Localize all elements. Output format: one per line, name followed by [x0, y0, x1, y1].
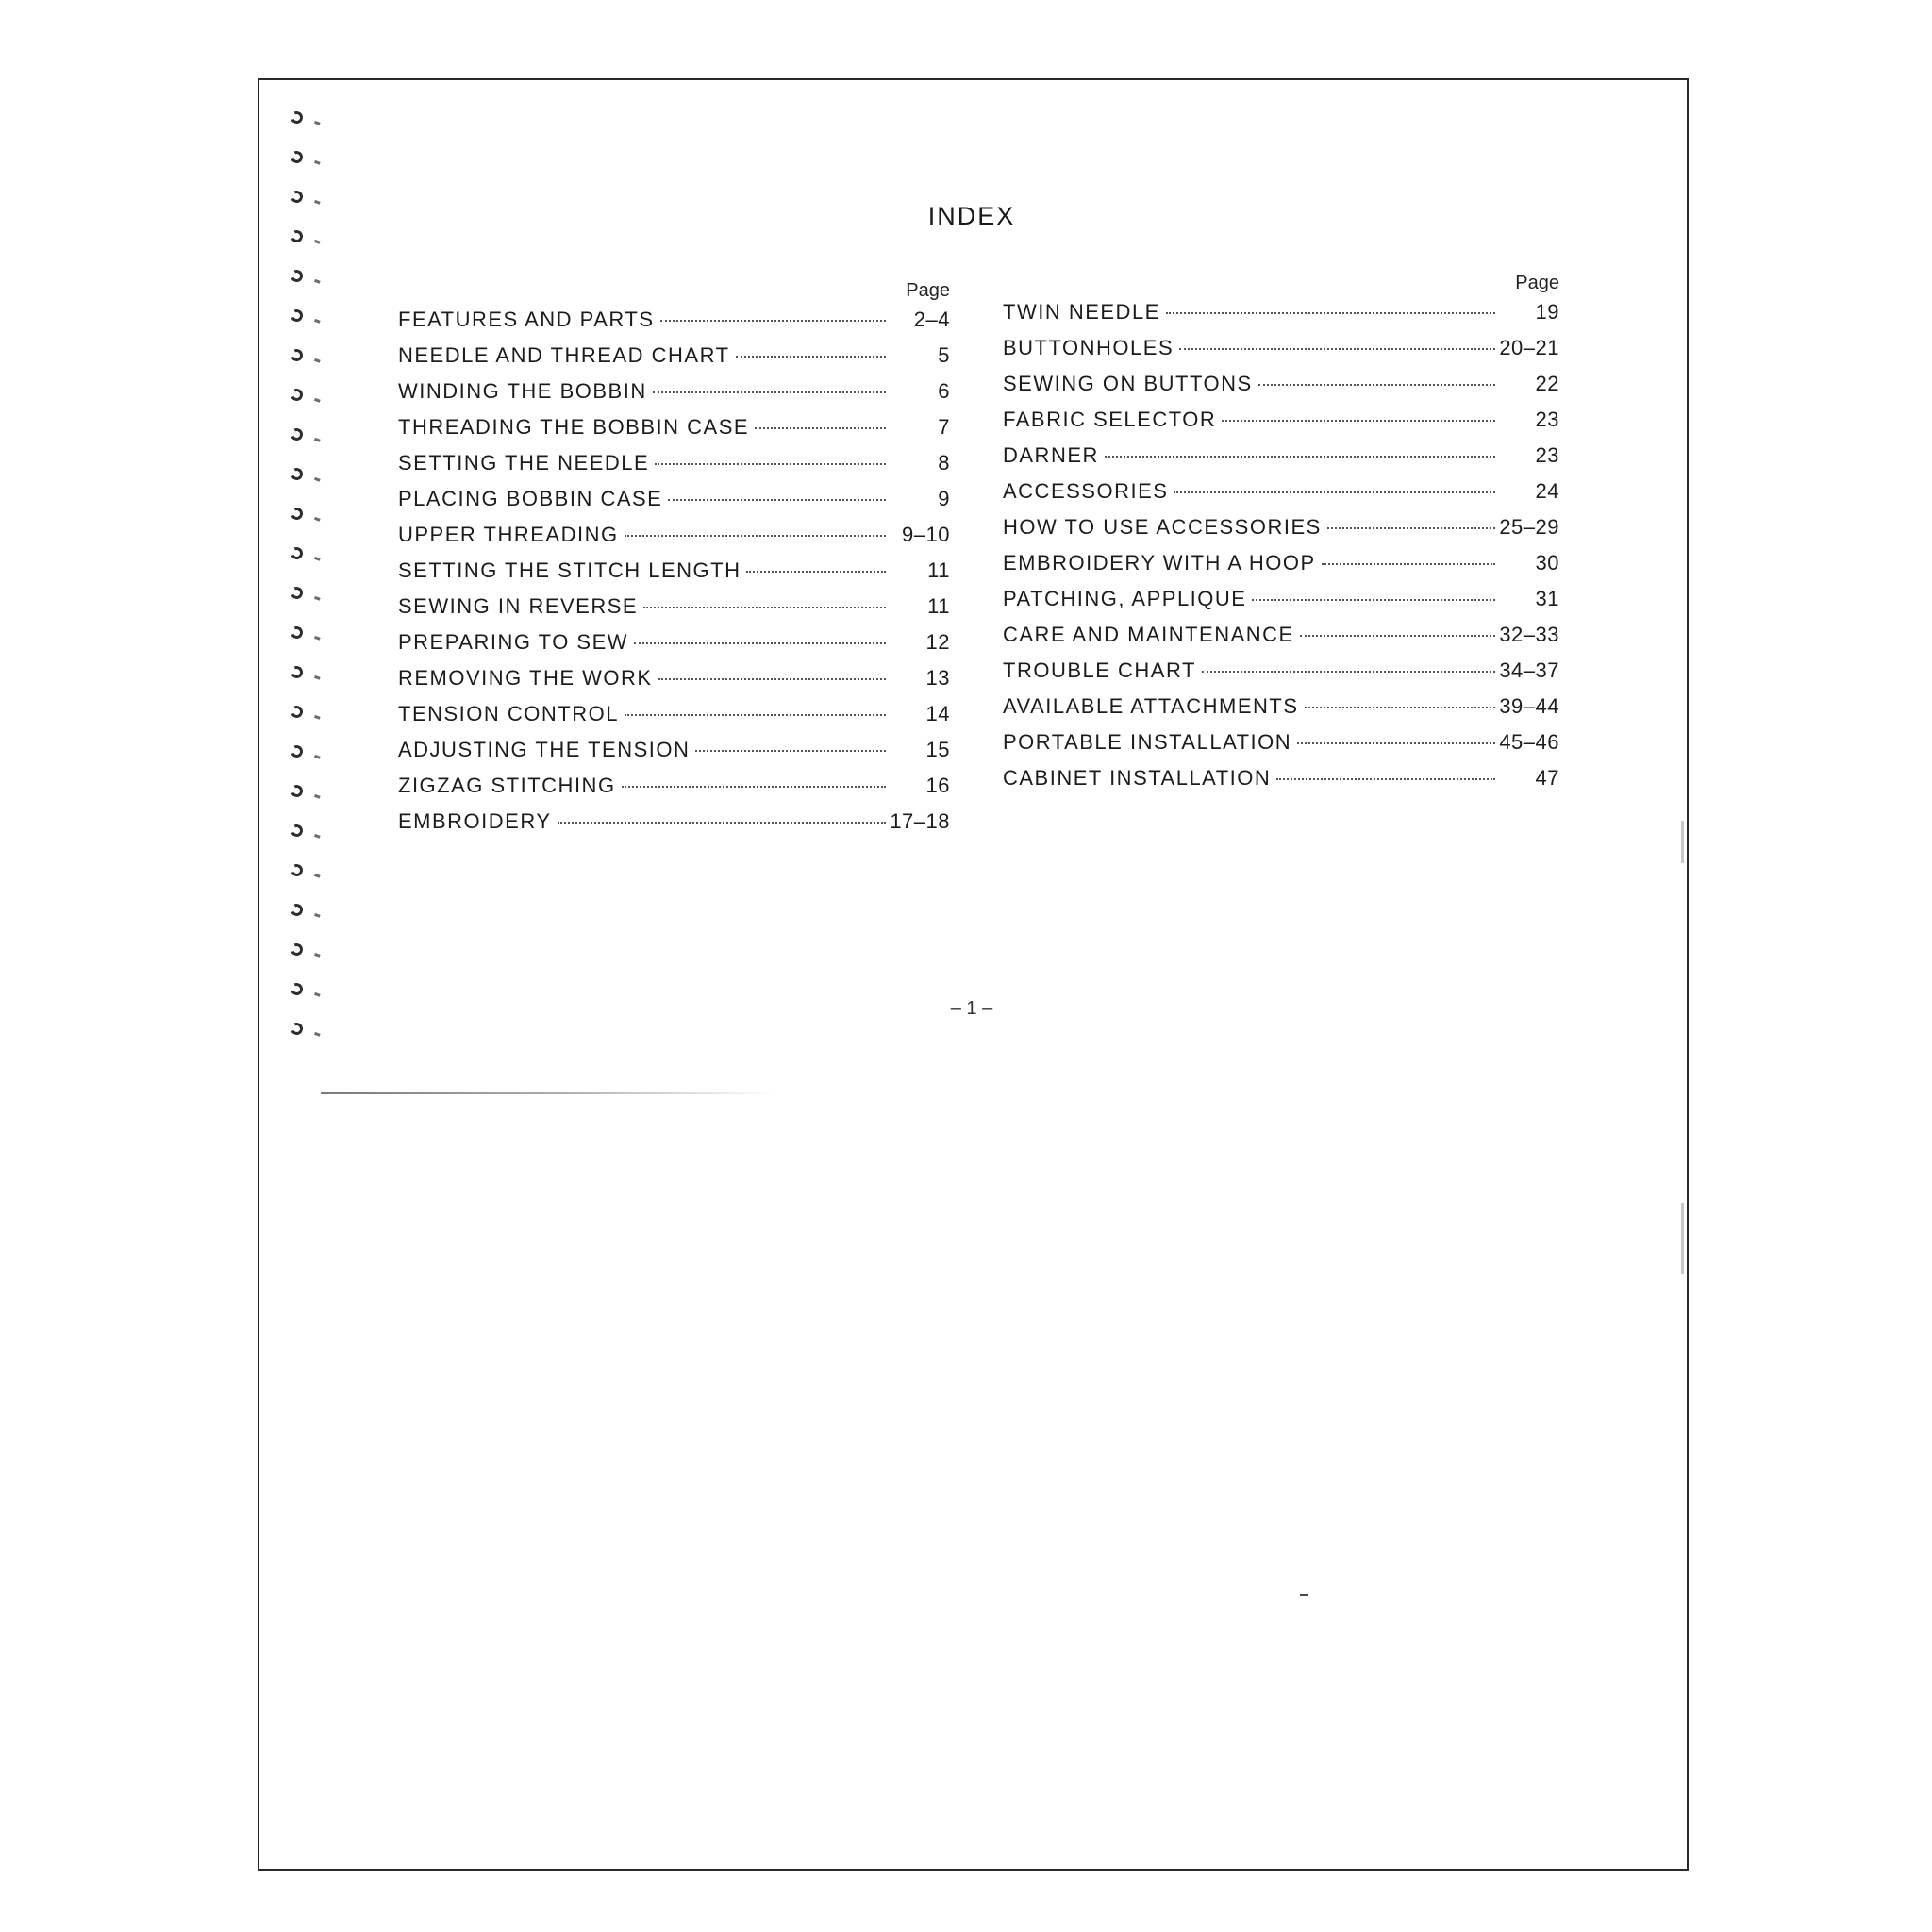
toc-entry-page: 30 — [1535, 551, 1559, 575]
toc-entry-page: 24 — [1535, 479, 1559, 503]
stray-mark — [1300, 1594, 1308, 1596]
toc-entry-label: SETTING THE NEEDLE — [398, 451, 650, 475]
binding-hole-icon — [289, 585, 305, 601]
binding-hole-icon — [289, 862, 305, 878]
toc-entry — [1003, 623, 1559, 658]
dot-leader — [755, 427, 886, 429]
toc-entry-label: SETTING THE STITCH LENGTH — [398, 558, 741, 582]
toc-entry — [398, 738, 950, 774]
dot-leader — [634, 642, 886, 644]
dot-leader — [660, 320, 887, 322]
binding-hole-icon — [289, 743, 305, 759]
binding-hole-icon — [289, 109, 305, 125]
edge-mark — [1681, 1203, 1684, 1274]
dot-leader — [1105, 456, 1495, 458]
binding-hole-icon — [289, 426, 305, 442]
dot-leader — [1179, 348, 1495, 350]
binding-hole-icon — [289, 308, 305, 324]
toc-entry-label: EMBROIDERY — [398, 809, 552, 833]
dot-leader — [1276, 778, 1495, 780]
toc-entry-label: SEWING IN REVERSE — [398, 594, 639, 618]
toc-entry-page: 2–4 — [913, 308, 950, 331]
binding-hole-icon — [289, 941, 305, 958]
dot-leader — [1202, 671, 1495, 673]
binding-hole-icon — [289, 347, 305, 363]
dot-leader — [1258, 384, 1495, 386]
toc-entry-page: 6 — [938, 379, 950, 403]
dot-leader — [1174, 491, 1495, 493]
binding-hole-icon — [289, 1021, 305, 1037]
toc-entry — [398, 451, 950, 487]
toc-entry-page: 22 — [1535, 372, 1559, 395]
toc-entry-page: 45–46 — [1499, 730, 1559, 754]
scan-artifact-line — [321, 1092, 774, 1094]
toc-entry — [1003, 658, 1559, 694]
toc-entry-page: 9 — [938, 487, 950, 510]
toc-entry-label: ZIGZAG STITCHING — [398, 774, 616, 797]
toc-entry-page: 31 — [1535, 587, 1559, 610]
toc-entry — [1003, 515, 1559, 551]
toc-entry — [1003, 766, 1559, 802]
toc-entry-label: CABINET INSTALLATION — [1003, 766, 1272, 790]
page-title: INDEX — [927, 202, 1016, 230]
binding-hole-icon — [289, 268, 305, 284]
binding-hole-icon — [289, 823, 305, 839]
toc-entry-label: HOW TO USE ACCESSORIES — [1003, 515, 1322, 539]
toc-entry-page: 19 — [1535, 300, 1559, 324]
toc-entry-label: WINDING THE BOBBIN — [398, 379, 647, 403]
binding-hole-icon — [289, 149, 305, 165]
toc-entry — [398, 379, 950, 415]
toc-entry-label: NEEDLE AND THREAD CHART — [398, 343, 730, 367]
binding-hole-icon — [289, 783, 305, 799]
dot-leader — [558, 822, 886, 824]
toc-entry — [398, 343, 950, 379]
toc-entry-page: 25–29 — [1499, 515, 1559, 539]
binding-hole-icon — [289, 506, 305, 522]
dot-leader — [625, 714, 886, 716]
toc-entry — [398, 630, 950, 666]
toc-entry — [1003, 408, 1559, 443]
toc-entry-page: 32–33 — [1499, 623, 1559, 646]
toc-entry-label: AVAILABLE ATTACHMENTS — [1003, 694, 1299, 718]
toc-entry — [398, 809, 950, 845]
page-column-heading: Page — [906, 280, 950, 301]
toc-entry-page: 23 — [1535, 408, 1559, 431]
edge-mark — [1681, 821, 1684, 863]
toc-entry-label: EMBROIDERY WITH A HOOP — [1003, 551, 1316, 575]
binding-hole-icon — [289, 704, 305, 720]
toc-entry-label: TENSION CONTROL — [398, 702, 619, 725]
dot-leader — [1252, 599, 1495, 601]
toc-entry-page: 11 — [927, 594, 950, 618]
toc-entry — [398, 308, 950, 343]
toc-entry — [1003, 443, 1559, 479]
toc-entry-page: 7 — [938, 415, 950, 439]
toc-entry-label: ACCESSORIES — [1003, 479, 1169, 503]
toc-entry-label: THREADING THE BOBBIN CASE — [398, 415, 750, 439]
binding-holes — [274, 111, 330, 1064]
toc-entry-page: 9–10 — [902, 523, 950, 546]
dot-leader — [1322, 563, 1495, 565]
toc-entry-label: PLACING BOBBIN CASE — [398, 487, 663, 510]
toc-entry-label: FEATURES AND PARTS — [398, 308, 655, 331]
toc-list-left — [398, 308, 950, 845]
toc-column-right — [1003, 266, 1559, 802]
toc-entry-page: 23 — [1535, 443, 1559, 467]
toc-entry-label: BUTTONHOLES — [1003, 336, 1174, 359]
toc-entry-label: TWIN NEEDLE — [1003, 300, 1160, 324]
dot-leader — [622, 786, 886, 788]
toc-entry-page: 16 — [925, 774, 950, 797]
toc-entry-label: CARE AND MAINTENANCE — [1003, 623, 1294, 646]
toc-entry-page: 15 — [925, 738, 950, 761]
toc-entry-label: UPPER THREADING — [398, 523, 619, 546]
toc-entry-page: 20–21 — [1499, 336, 1559, 359]
toc-entry — [1003, 300, 1559, 336]
dot-leader — [655, 463, 886, 465]
toc-entry — [398, 487, 950, 523]
toc-entry-page: 13 — [925, 666, 950, 690]
toc-entry-label: FABRIC SELECTOR — [1003, 408, 1217, 431]
dot-leader — [746, 571, 886, 573]
binding-hole-icon — [289, 981, 305, 997]
dot-leader — [1222, 420, 1495, 422]
dot-leader — [1327, 527, 1495, 529]
binding-hole-icon — [289, 228, 305, 244]
toc-entry — [1003, 372, 1559, 408]
page-column-heading: Page — [1515, 273, 1559, 293]
dot-leader — [658, 678, 886, 680]
toc-entry — [398, 558, 950, 594]
toc-entry — [398, 594, 950, 630]
toc-entry — [398, 774, 950, 809]
toc-entry-label: PATCHING, APPLIQUE — [1003, 587, 1247, 610]
toc-entry — [398, 702, 950, 738]
toc-entry-page: 39–44 — [1499, 694, 1559, 718]
dot-leader — [695, 750, 886, 752]
binding-hole-icon — [289, 466, 305, 482]
toc-entry-label: TROUBLE CHART — [1003, 658, 1196, 682]
toc-entry-page: 34–37 — [1499, 658, 1559, 682]
toc-entry-page: 5 — [938, 343, 950, 367]
toc-entry-page: 47 — [1535, 766, 1559, 790]
toc-entry-label: REMOVING THE WORK — [398, 666, 653, 690]
toc-column-left — [398, 274, 950, 845]
toc-entry — [1003, 587, 1559, 623]
toc-entry — [1003, 479, 1559, 515]
dot-leader — [643, 607, 886, 608]
toc-entry-page: 11 — [927, 558, 950, 582]
toc-entry — [1003, 336, 1559, 372]
dot-leader — [625, 535, 886, 537]
dot-leader — [653, 391, 886, 393]
dot-leader — [668, 499, 886, 501]
toc-entry-page: 12 — [925, 630, 950, 654]
binding-hole-icon — [289, 902, 305, 918]
dot-leader — [1166, 312, 1495, 314]
dot-leader — [1300, 635, 1495, 637]
toc-entry-page: 8 — [938, 451, 950, 475]
binding-hole-icon — [289, 545, 305, 561]
toc-entry-label: PREPARING TO SEW — [398, 630, 629, 654]
toc-entry-label: ADJUSTING THE TENSION — [398, 738, 691, 761]
dot-leader — [736, 356, 886, 358]
binding-hole-icon — [289, 387, 305, 403]
toc-entry-page: 14 — [925, 702, 950, 725]
page-number: – 1 – — [950, 998, 993, 1019]
toc-entry — [1003, 694, 1559, 730]
binding-hole-icon — [289, 189, 305, 205]
binding-hole-icon — [289, 664, 305, 680]
toc-entry — [398, 523, 950, 558]
toc-list-right — [1003, 300, 1559, 802]
toc-entry — [1003, 730, 1559, 766]
toc-entry — [398, 415, 950, 451]
toc-entry-label: PORTABLE INSTALLATION — [1003, 730, 1292, 754]
toc-entry — [1003, 551, 1559, 587]
toc-entry-page: 17–18 — [890, 809, 950, 833]
binding-hole-icon — [289, 625, 305, 641]
toc-entry-label: DARNER — [1003, 443, 1099, 467]
dot-leader — [1305, 707, 1496, 708]
dot-leader — [1297, 742, 1495, 744]
toc-entry — [398, 666, 950, 702]
toc-entry-label: SEWING ON BUTTONS — [1003, 372, 1253, 395]
